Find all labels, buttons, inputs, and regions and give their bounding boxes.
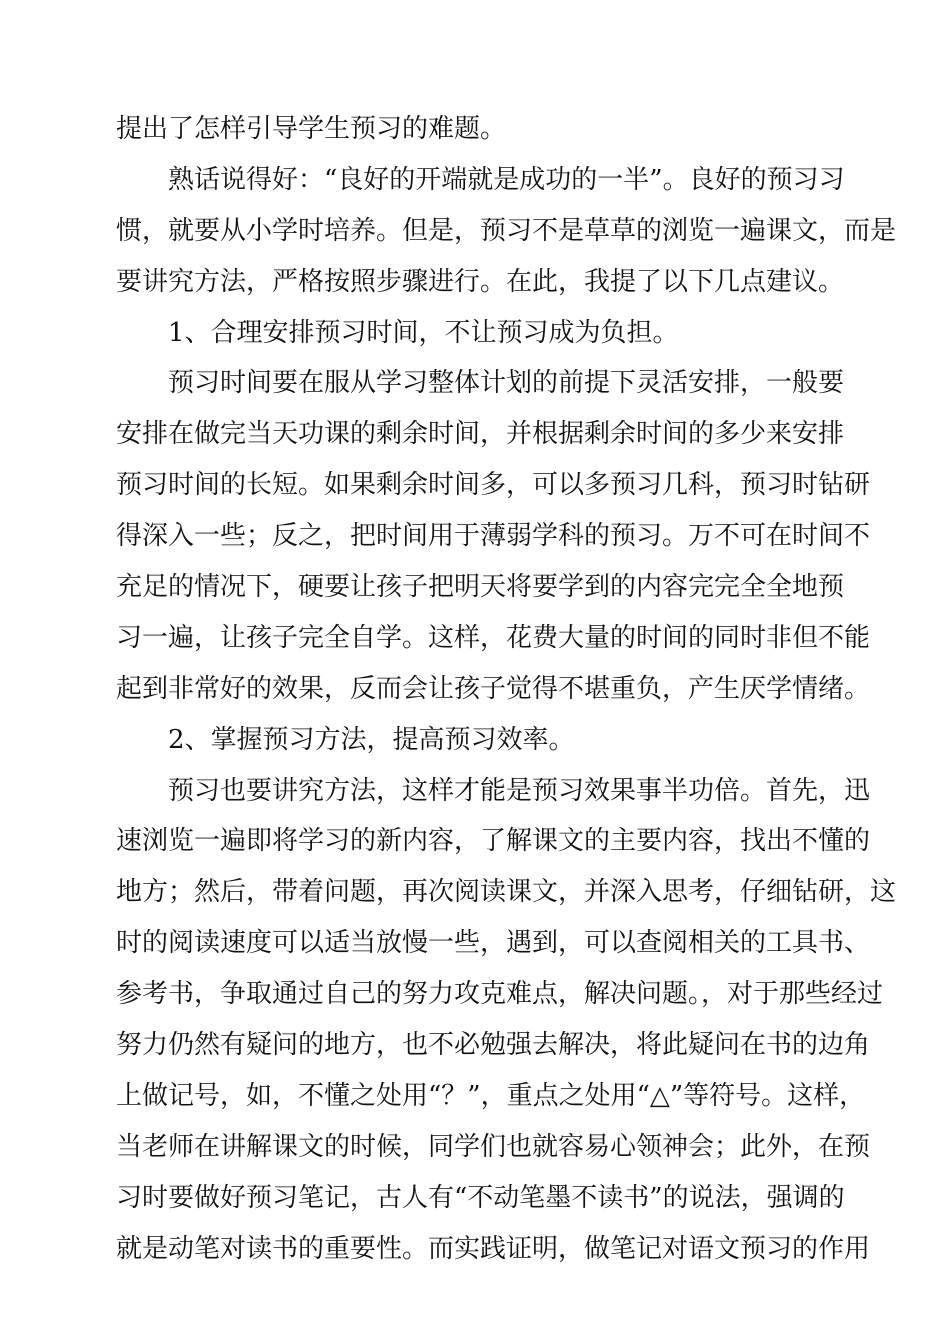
paragraph-start-line: 预习也要讲究方法，这样才能是预习效果事半功倍。首先，迅 xyxy=(168,775,871,806)
text-line: 习时要做好预习笔记，古人有“不动笔墨不读书”的说法，强调的 xyxy=(116,1182,845,1213)
text-line: 得深入一些；反之，把时间用于薄弱学科的预习。万不可在时间不 xyxy=(116,521,871,552)
text-line: 当老师在讲解课文的时候，同学们也就容易心领神会；此外，在预 xyxy=(116,1131,871,1162)
section-heading-2: 2、掌握预习方法，提高预习效率。 xyxy=(168,724,575,755)
text-line: 惯，就要从小学时培养。但是，预习不是草草的浏览一遍课文，而是 xyxy=(116,215,897,246)
text-line: 地方；然后，带着问题，再次阅读课文，并深入思考，仔细钻研，这 xyxy=(116,877,897,908)
text-line: 预习时间的长短。如果剩余时间多，可以多预习几科，预习时钻研 xyxy=(116,470,871,501)
body-text xyxy=(116,104,897,1274)
text-line: 参考书，争取通过自己的努力攻克难点，解决问题。，对于那些经过 xyxy=(116,979,884,1010)
text-line: 速浏览一遍即将学习的新内容，了解课文的主要内容，找出不懂的 xyxy=(116,826,871,857)
text-line: 时的阅读速度可以适当放慢一些，遇到，可以查阅相关的工具书、 xyxy=(116,928,871,959)
section-heading-1: 1、合理安排预习时间，不让预习成为负担。 xyxy=(168,317,679,348)
paragraph-start-line: 熟话说得好：“良好的开端就是成功的一半”。良好的预习习 xyxy=(168,164,845,195)
text-line: 提出了怎样引导学生预习的难题。 xyxy=(116,114,507,144)
paragraph-start-line: 预习时间要在服从学习整体计划的前提下灵活安排，一般要 xyxy=(168,368,845,399)
text-line: 起到非常好的效果，反而会让孩子觉得不堪重负，产生厌学情绪。 xyxy=(116,673,871,704)
text-line: 就是动笔对读书的重要性。而实践证明，做笔记对语文预习的作用 xyxy=(116,1233,871,1264)
text-line: 要讲究方法，严格按照步骤进行。在此，我提了以下几点建议。 xyxy=(116,266,845,297)
text-line: 努力仍然有疑问的地方，也不必勉强去解决，将此疑问在书的边角 xyxy=(116,1030,871,1061)
text-line: 上做记号，如，不懂之处用“？”，重点之处用“△”等符号。这样， xyxy=(116,1080,866,1111)
text-line: 习一遍，让孩子完全自学。这样，花费大量的时间的同时非但不能 xyxy=(116,622,871,653)
text-line: 充足的情况下，硬要让孩子把明天将要学到的内容完完全全地预 xyxy=(116,572,845,603)
text-line: 安排在做完当天功课的剩余时间，并根据剩余时间的多少来安排 xyxy=(116,419,845,450)
